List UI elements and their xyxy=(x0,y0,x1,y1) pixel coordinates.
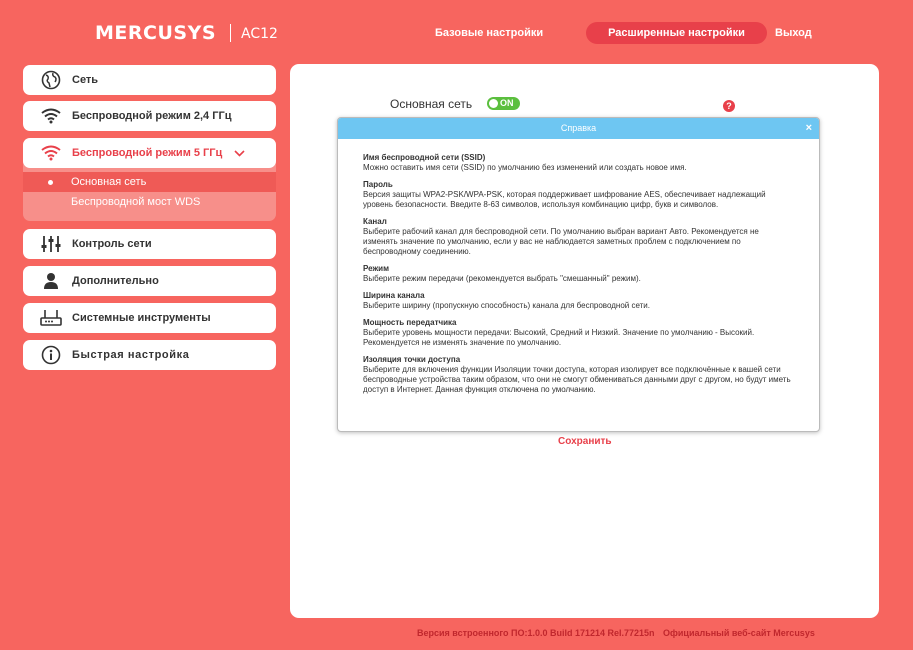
help-section xyxy=(363,153,794,173)
sidebar-subitem-label: Беспроводной мост WDS xyxy=(71,196,201,208)
help-dialog-title: Справка xyxy=(560,123,597,133)
toggle-label: ON xyxy=(500,98,514,108)
help-section-title: Канал xyxy=(363,217,387,226)
router-icon xyxy=(40,307,62,329)
sidebar-item-label: Контроль сети xyxy=(72,238,152,250)
close-icon[interactable]: × xyxy=(805,122,812,134)
help-dialog-header xyxy=(338,118,819,139)
help-section xyxy=(363,264,794,284)
model-name: AC12 xyxy=(241,26,278,42)
info-icon xyxy=(40,344,62,366)
sidebar-item-quick-setup[interactable] xyxy=(23,340,276,370)
help-section xyxy=(363,291,794,311)
toggle-knob xyxy=(489,99,498,108)
help-section-title: Изоляция точки доступа xyxy=(363,355,461,364)
globe-icon xyxy=(40,69,62,91)
nav-basic-settings[interactable]: Базовые настройки xyxy=(435,27,544,39)
sidebar-item-advanced[interactable] xyxy=(23,266,276,296)
sidebar-item-label: Быстрая настройка xyxy=(72,349,190,361)
help-dialog xyxy=(337,117,820,432)
help-section-title: Режим xyxy=(363,264,389,273)
main-network-toggle[interactable] xyxy=(487,97,520,110)
help-section xyxy=(363,318,794,348)
sidebar-item-label: Беспроводной режим 2,4 ГГц xyxy=(72,110,232,122)
sidebar-item-network[interactable] xyxy=(23,65,276,95)
sidebar-subitem-wds[interactable] xyxy=(23,192,276,212)
nav-exit[interactable]: Выход xyxy=(775,27,812,39)
mercusys-logo: MERCUSYS xyxy=(95,22,217,44)
help-section-title: Мощность передатчика xyxy=(363,318,457,327)
official-website-link[interactable]: Официальный веб-сайт Mercusys xyxy=(663,628,815,638)
help-section-text: Можно оставить имя сети (SSID) по умолчанию без изменений или создать новое имя. xyxy=(363,163,687,172)
logo-divider xyxy=(230,24,231,42)
help-section-text: Версия защиты WPA2-PSK/WPA-PSK, которая поддерживает шифрование AES, обеспечивает надлежащий уровень безопасности. Введите 8-63 символов, используя комбинацию цифр, букв и символов. xyxy=(363,190,766,209)
help-section-text: Выберите режим передачи (рекомендуется выбрать "смешанный" режим). xyxy=(363,274,641,283)
page-title: Основная сеть xyxy=(390,97,473,111)
save-button[interactable]: Сохранить xyxy=(558,436,612,447)
help-section-title: Пароль xyxy=(363,180,393,189)
sidebar-item-label: Системные инструменты xyxy=(72,312,211,324)
help-section-text: Выберите уровень мощности передачи: Высокий, Средний и Низкий. Значение по умолчанию - Высокий. Рекомендуется не изменять значение по умолчанию. xyxy=(363,328,755,347)
sidebar-item-label: Дополнительно xyxy=(72,275,159,287)
help-icon[interactable]: ? xyxy=(723,100,735,112)
sidebar-item-wireless-5[interactable] xyxy=(23,138,276,168)
wifi-icon xyxy=(40,142,62,164)
active-dot-icon xyxy=(48,180,53,185)
sidebar-subitem-main-network[interactable] xyxy=(23,172,276,192)
chevron-down-icon xyxy=(234,150,245,157)
help-dialog-body xyxy=(338,139,819,395)
help-section xyxy=(363,217,794,257)
user-icon xyxy=(40,270,62,292)
sidebar-expanded-wireless-5 xyxy=(23,138,276,221)
help-section-text: Выберите рабочий канал для беспроводной сети. По умолчанию выбран вариант Авто. Рекомендуется не изменять значение по умолчанию, если у вас не наблюдается заметных проблем с подключением по беспроводному соединению. xyxy=(363,227,759,256)
help-section-text: Выберите для включения функции Изоляции точки доступа, которая изолирует все подключённые к вашей сети беспроводные устройства таким образом, что они не смогут обмениваться данными друг с другом, но будут иметь доступ в Интернет. Данная функция отключена по умолчанию. xyxy=(363,365,791,394)
sidebar-item-wireless-24[interactable] xyxy=(23,101,276,131)
help-section xyxy=(363,180,794,210)
sliders-icon xyxy=(40,233,62,255)
help-section-text: Выберите ширину (пропускную способность) канала для беспроводной сети. xyxy=(363,301,650,310)
sidebar-item-label: Сеть xyxy=(72,74,99,86)
sidebar-subitem-label: Основная сеть xyxy=(71,176,147,188)
help-section-title: Ширина канала xyxy=(363,291,425,300)
sidebar-item-label: Беспроводной режим 5 ГГц xyxy=(72,147,223,159)
sidebar-item-system-tools[interactable] xyxy=(23,303,276,333)
wifi-icon xyxy=(40,105,62,127)
nav-advanced-settings[interactable]: Расширенные настройки xyxy=(586,22,767,44)
help-section-title: Имя беспроводной сети (SSID) xyxy=(363,153,486,162)
help-section xyxy=(363,355,794,395)
firmware-version: Версия встроенного ПО:1.0.0 Build 171214 Rel.77215n xyxy=(417,628,655,638)
sidebar-item-network-control[interactable] xyxy=(23,229,276,259)
